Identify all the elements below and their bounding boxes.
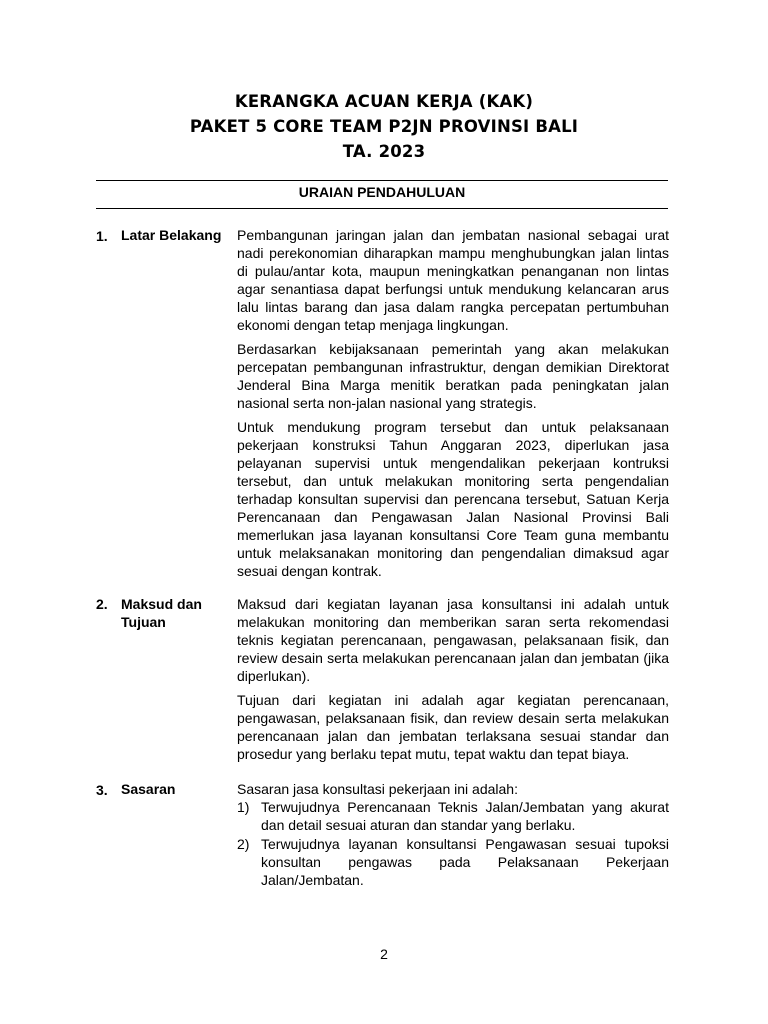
page-number: 2	[380, 946, 388, 962]
section-number: 1.	[96, 228, 108, 244]
paragraph: Tujuan dari kegiatan ini adalah agar kegiatan perencanaan, pengawasan, pelaksanaan fisik, dan review desain serta melakukan perencanaan jalan dan jembatan terlaksana sesuai standar dan prosedur yang berlaku tepat mutu, tepat waktu dan tepat biaya.	[237, 692, 669, 762]
paragraph: Maksud dari kegiatan layanan jasa konsultansi ini adalah untuk melakukan monitoring dan memberikan saran serta rekomendasi teknis kegiatan perencanaan, pengawasan, pelaksanaan fisik, dan review desain serta melakukan perencanaan jalan dan jembatan (jika diperlukan).	[237, 596, 669, 684]
list-intro: Sasaran jasa konsultasi pekerjaan ini adalah:	[237, 781, 518, 797]
top-divider	[96, 180, 668, 181]
section-heading: URAIAN PENDAHULUAN	[298, 184, 466, 200]
list-item-text: Terwujudnya layanan konsultansi Pengawasan sesuai tupoksi konsultan pengawas pada Pelaksanaan Pekerjaan Jalan/Jembatan.	[261, 836, 669, 888]
paragraph: Untuk mendukung program tersebut dan untuk pelaksanaan pekerjaan konstruksi Tahun Anggaran 2023, diperlukan jasa pelayanan supervisi untuk mengendalikan pekerjaan kontruksi tersebut, dan untuk melakukan monitoring serta pengendalian terhadap konsultan supervisi dan perencana tersebut, Satuan Kerja Perencanaan dan Pengawasan Jalan Nasional Provinsi Bali memerlukan jasa layanan konsultansi Core Team guna membantu untuk melaksanakan monitoring dan pengendalian dimaksud agar sesuai dengan kontrak.	[237, 419, 669, 579]
paragraph: Pembangunan jaringan jalan dan jembatan nasional sebagai urat nadi perekonomian diharapkan mampu menghubungkan jalan lintas di pulau/antar kota, maupun meningkatkan penanganan non lintas agar senantiasa dapat berfungsi untuk mendukung kelancaran arus lalu lintas barang dan jasa dalam rangka percepatan pertumbuhan ekonomi dengan tetap menjaga lingkungan.	[237, 227, 669, 333]
list-item-text: Terwujudnya Perencanaan Teknis Jalan/Jembatan yang akurat dan detail sesuai aturan dan standar yang berlaku.	[261, 799, 669, 833]
section-label: Sasaran	[121, 781, 176, 797]
paragraph: Berdasarkan kebijaksanaan pemerintah yang akan melakukan percepatan pembangunan infrastruktur, dengan demikian Direktorat Jenderal Bina Marga menitik beratkan pada peningkatan jalan nasional serta non-jalan nasional yang strategis.	[237, 341, 669, 411]
section-number: 2.	[96, 596, 108, 612]
document-year: TA. 2023	[342, 142, 426, 161]
document-title: KERANGKA ACUAN KERJA (KAK)	[234, 92, 534, 111]
section-number: 3.	[96, 782, 108, 798]
section-label: Maksud dan Tujuan	[121, 596, 202, 630]
section-label: Latar Belakang	[121, 227, 222, 243]
bottom-divider	[96, 208, 668, 209]
document-subtitle: PAKET 5 CORE TEAM P2JN PROVINSI BALI	[189, 117, 579, 136]
list-item-number: 2)	[237, 836, 250, 852]
list-item-number: 1)	[237, 799, 250, 815]
